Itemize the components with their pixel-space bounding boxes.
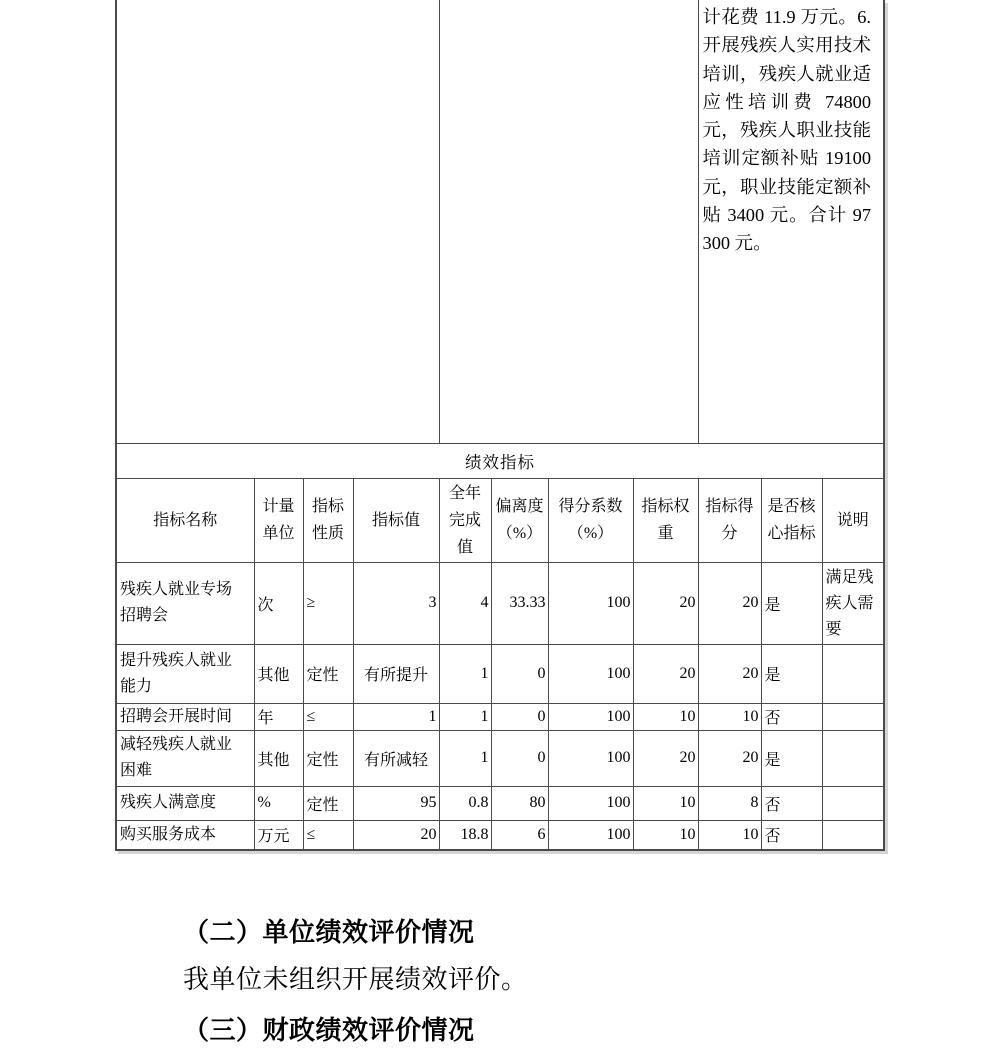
table-row — [116, 786, 884, 820]
target-value-cell: 有所提升 — [353, 644, 439, 703]
score-coefficient-cell: 100 — [548, 820, 633, 850]
nature-cell: ≤ — [303, 820, 353, 850]
nature-cell: ≥ — [303, 562, 353, 644]
table-row — [116, 730, 884, 786]
score-cell: 10 — [698, 820, 761, 850]
section-title-row — [116, 443, 884, 478]
score-coefficient-cell: 100 — [548, 730, 633, 786]
section-title: 绩效指标 — [116, 443, 884, 478]
unit-cell: 万元 — [254, 820, 303, 850]
unit-cell: 年 — [254, 703, 303, 730]
carryover-text-cell: 计花费 11.9 万元。6.开展残疾人实用技术培训，残疾人就业适应性培训费 74800 元，残疾人职业技能培训定额补贴 19100 元，职业技能定额补贴 3400 元。合计 97300 元。 — [698, 0, 884, 443]
indicator-name-cell: 残疾人就业专场招聘会 — [116, 562, 254, 644]
carryover-empty-cell — [116, 0, 439, 443]
annual-completion-cell: 1 — [439, 730, 491, 786]
col-header-core-indicator: 是否核心指标 — [761, 478, 822, 562]
col-header-deviation: 偏离度（%） — [491, 478, 548, 562]
unit-cell: 其他 — [254, 644, 303, 703]
table-header-row — [116, 478, 884, 562]
nature-cell: 定性 — [303, 730, 353, 786]
col-header-score-coefficient: 得分系数（%） — [548, 478, 633, 562]
annual-completion-cell: 1 — [439, 703, 491, 730]
deviation-cell: 0 — [491, 730, 548, 786]
core-indicator-cell: 是 — [761, 562, 822, 644]
nature-cell: ≤ — [303, 703, 353, 730]
col-header-score: 指标得分 — [698, 478, 761, 562]
deviation-cell: 0 — [491, 703, 548, 730]
indicator-name-cell: 减轻残疾人就业困难 — [116, 730, 254, 786]
core-indicator-cell: 是 — [761, 730, 822, 786]
core-indicator-cell: 否 — [761, 703, 822, 730]
col-header-target-value: 指标值 — [353, 478, 439, 562]
weight-cell: 20 — [633, 730, 698, 786]
note-cell — [822, 730, 884, 786]
weight-cell: 10 — [633, 786, 698, 820]
note-cell: 满足残疾人需要 — [822, 562, 884, 644]
score-coefficient-cell: 100 — [548, 562, 633, 644]
deviation-cell: 80 — [491, 786, 548, 820]
score-coefficient-cell: 100 — [548, 703, 633, 730]
carryover-empty-cell — [439, 0, 698, 443]
carryover-row — [116, 0, 884, 443]
indicator-name-cell: 招聘会开展时间 — [116, 703, 254, 730]
section-heading-unit-evaluation: （二）单位绩效评价情况 — [183, 918, 475, 947]
table-row — [116, 562, 884, 644]
annual-completion-cell: 0.8 — [439, 786, 491, 820]
unit-cell: % — [254, 786, 303, 820]
core-indicator-cell: 否 — [761, 820, 822, 850]
col-header-weight: 指标权重 — [633, 478, 698, 562]
note-cell — [822, 644, 884, 703]
nature-cell: 定性 — [303, 786, 353, 820]
performance-indicator-table — [115, 0, 885, 851]
section-heading-fiscal-evaluation: （三）财政绩效评价情况 — [183, 1016, 475, 1045]
weight-cell: 20 — [633, 562, 698, 644]
nature-cell: 定性 — [303, 644, 353, 703]
col-header-indicator-name: 指标名称 — [116, 478, 254, 562]
note-cell — [822, 820, 884, 850]
score-cell: 20 — [698, 562, 761, 644]
deviation-cell: 6 — [491, 820, 548, 850]
table-row — [116, 820, 884, 850]
indicator-name-cell: 购买服务成本 — [116, 820, 254, 850]
weight-cell: 10 — [633, 820, 698, 850]
col-header-unit: 计量单位 — [254, 478, 303, 562]
score-coefficient-cell: 100 — [548, 786, 633, 820]
target-value-cell: 20 — [353, 820, 439, 850]
core-indicator-cell: 是 — [761, 644, 822, 703]
table-row — [116, 644, 884, 703]
unit-cell: 其他 — [254, 730, 303, 786]
target-value-cell: 95 — [353, 786, 439, 820]
score-cell: 8 — [698, 786, 761, 820]
table-row — [116, 703, 884, 730]
paragraph-no-evaluation: 我单位未组织开展绩效评价。 — [183, 965, 528, 994]
note-cell — [822, 703, 884, 730]
col-header-note: 说明 — [822, 478, 884, 562]
deviation-cell: 0 — [491, 644, 548, 703]
unit-cell: 次 — [254, 562, 303, 644]
core-indicator-cell: 否 — [761, 786, 822, 820]
target-value-cell: 3 — [353, 562, 439, 644]
annual-completion-cell: 18.8 — [439, 820, 491, 850]
score-cell: 20 — [698, 730, 761, 786]
score-cell: 10 — [698, 703, 761, 730]
annual-completion-cell: 1 — [439, 644, 491, 703]
note-cell — [822, 786, 884, 820]
weight-cell: 10 — [633, 703, 698, 730]
target-value-cell: 1 — [353, 703, 439, 730]
target-value-cell: 有所减轻 — [353, 730, 439, 786]
score-coefficient-cell: 100 — [548, 644, 633, 703]
deviation-cell: 33.33 — [491, 562, 548, 644]
indicator-name-cell: 残疾人满意度 — [116, 786, 254, 820]
weight-cell: 20 — [633, 644, 698, 703]
col-header-nature: 指标性质 — [303, 478, 353, 562]
score-cell: 20 — [698, 644, 761, 703]
col-header-annual-completion: 全年完成值 — [439, 478, 491, 562]
indicator-name-cell: 提升残疾人就业能力 — [116, 644, 254, 703]
annual-completion-cell: 4 — [439, 562, 491, 644]
